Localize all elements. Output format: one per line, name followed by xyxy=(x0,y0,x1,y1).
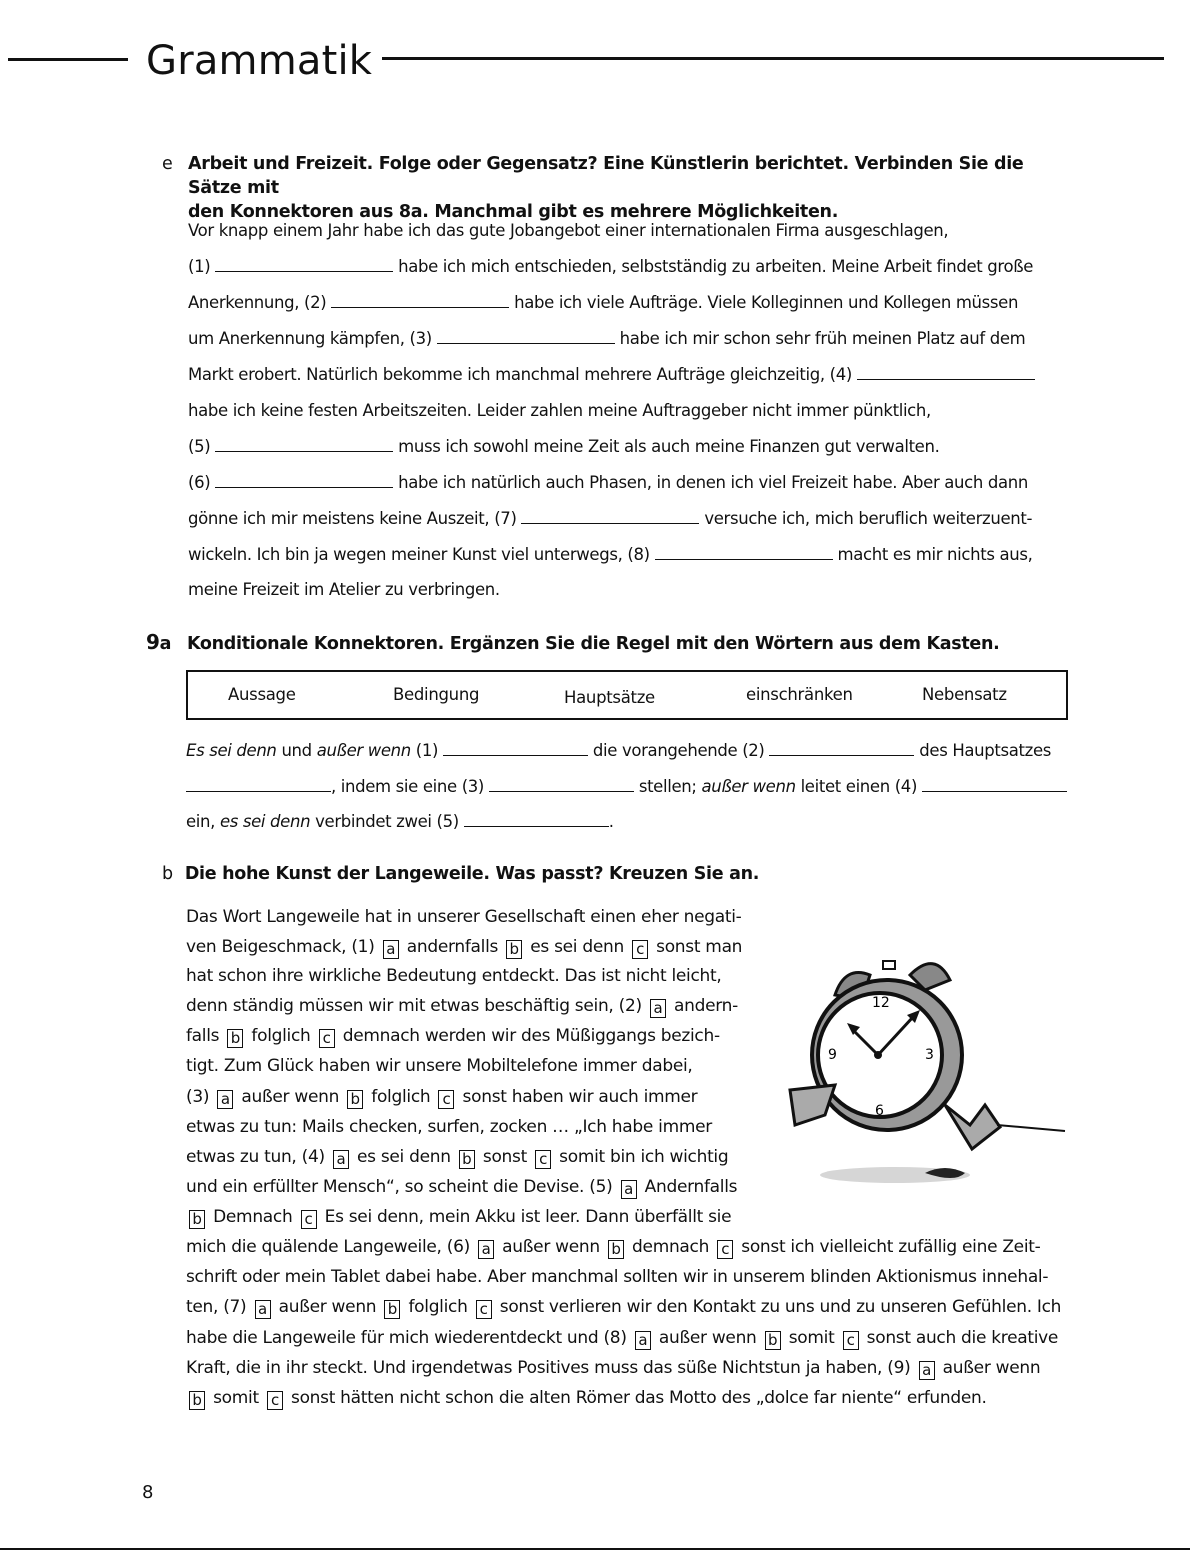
checkbox-option-a[interactable]: a xyxy=(919,1361,935,1380)
checkbox-option-c[interactable]: c xyxy=(717,1240,733,1259)
rule-line: , indem sie eine (3) stellen; außer wenn leitet einen (4) xyxy=(186,776,1067,798)
exercise-9a-instruction xyxy=(146,630,999,656)
text-line xyxy=(186,906,742,928)
text-line: (6) habe ich natürlich auch Phasen, in denen ich viel Freizeit habe. Aber auch dann xyxy=(188,473,1028,492)
text-segment: (3) xyxy=(186,1087,215,1107)
text-segment: sonst haben wir auch immer xyxy=(457,1087,698,1107)
text-segment: Das Wort Langeweile hat in unserer Gesellschaft einen eher negati- xyxy=(186,907,742,927)
text-segment: außer wenn xyxy=(236,1087,345,1107)
word-aussage: Aussage xyxy=(228,685,296,704)
checkbox-option-c[interactable]: c xyxy=(843,1331,859,1350)
rule-gap-1[interactable] xyxy=(443,741,588,756)
checkbox-option-a[interactable]: a xyxy=(621,1180,637,1199)
checkbox-option-c[interactable]: c xyxy=(632,940,648,959)
page-header xyxy=(0,36,1190,86)
gap-6[interactable] xyxy=(215,473,393,488)
text-line xyxy=(186,1236,1040,1259)
text-segment: demnach xyxy=(626,1237,715,1257)
text-segment: habe die Langeweile für mich wiederentdeckt und (8) xyxy=(186,1328,632,1348)
text-line: Anerkennung, (2) habe ich viele Aufträge. Viele Kolleginnen und Kollegen müssen xyxy=(188,293,1019,312)
checkbox-option-a[interactable]: a xyxy=(650,999,666,1018)
text-segment: ven Beigeschmack, (1) xyxy=(186,937,380,957)
text-segment: es sei denn xyxy=(351,1147,456,1167)
text-segment: tigt. Zum Glück haben wir unsere Mobiltelefone immer dabei, xyxy=(186,1056,693,1076)
checkbox-option-b[interactable]: b xyxy=(459,1150,475,1169)
text-segment: mich die quälende Langeweile, (6) xyxy=(186,1237,476,1257)
text-segment: folglich xyxy=(246,1026,316,1046)
rule-gap-2-cont[interactable] xyxy=(186,777,331,792)
text-segment: außer wenn xyxy=(653,1328,762,1348)
text-line xyxy=(186,1357,1040,1380)
text-segment: sonst ich vielleicht zufällig eine Zeit- xyxy=(736,1237,1041,1257)
text-line xyxy=(186,1387,987,1410)
text-line xyxy=(186,1176,737,1199)
checkbox-option-c[interactable]: c xyxy=(267,1391,283,1410)
text-segment: und ein erfüllter Mensch“, so scheint die Devise. (5) xyxy=(186,1177,618,1197)
rule-line: ein, es sei denn verbindet zwei (5) . xyxy=(186,812,614,831)
checkbox-option-b[interactable]: b xyxy=(765,1331,781,1350)
text-line: gönne ich mir meistens keine Auszeit, (7) versuche ich, mich beruflich weiterzuent- xyxy=(188,509,1033,528)
checkbox-option-b[interactable]: b xyxy=(384,1300,400,1319)
text-segment: Demnach xyxy=(208,1207,298,1227)
text-segment: ten, (7) xyxy=(186,1297,252,1317)
checkbox-option-a[interactable]: a xyxy=(635,1331,651,1350)
text-line xyxy=(186,1266,1048,1288)
text-line: Vor knapp einem Jahr habe ich das gute Jobangebot einer internationalen Firma ausgeschlagen, xyxy=(188,221,949,240)
text-line xyxy=(186,1025,720,1048)
gap-2[interactable] xyxy=(331,293,509,308)
word-nebensatz: Nebensatz xyxy=(922,685,1007,704)
checkbox-option-a[interactable]: a xyxy=(383,940,399,959)
text-segment: etwas zu tun: Mails checken, surfen, zocken … „Ich habe immer xyxy=(186,1117,712,1137)
rule-gap-2[interactable] xyxy=(769,741,914,756)
instruction-line-2: den Konnektoren aus 8a. Manchmal gibt es mehrere Möglichkeiten. xyxy=(188,202,839,222)
rule-gap-5[interactable] xyxy=(464,812,609,827)
text-segment: etwas zu tun, (4) xyxy=(186,1147,330,1167)
text-line xyxy=(186,965,721,987)
text-segment: andernfalls xyxy=(401,937,504,957)
gap-3[interactable] xyxy=(437,329,615,344)
text-line: um Anerkennung kämpfen, (3) habe ich mir schon sehr früh meinen Platz auf dem xyxy=(188,329,1026,348)
text-segment: außer wenn xyxy=(937,1358,1041,1378)
svg-text:12: 12 xyxy=(872,995,890,1011)
word-box xyxy=(186,670,1068,720)
exercise-letter: e xyxy=(162,154,173,174)
text-segment: Es sei denn, mein Akku ist leer. Dann überfällt sie xyxy=(319,1207,732,1227)
checkbox-option-b[interactable]: b xyxy=(189,1210,205,1229)
text-segment: denn ständig müssen wir mit etwas beschäftig sein, (2) xyxy=(186,996,647,1016)
text-line xyxy=(186,1055,693,1077)
text-segment: somit bin ich wichtig xyxy=(554,1147,729,1167)
text-line: Markt erobert. Natürlich bekomme ich manchmal mehrere Aufträge gleichzeitig, (4) xyxy=(188,364,1035,386)
page-number: 8 xyxy=(142,1482,154,1503)
text-segment: sonst man xyxy=(651,937,743,957)
text-segment: sonst hätten nicht schon die alten Römer das Motto des „dolce far niente“ erfunden. xyxy=(285,1388,987,1408)
text-segment: hat schon ihre wirkliche Bedeutung entdeckt. Das ist nicht leicht, xyxy=(186,966,722,986)
text-line: (1) habe ich mich entschieden, selbstständig zu arbeiten. Meine Arbeit findet große xyxy=(188,257,1034,276)
svg-text:6: 6 xyxy=(875,1103,884,1119)
text-segment: somit xyxy=(783,1328,840,1348)
checkbox-option-c[interactable]: c xyxy=(301,1210,317,1229)
exercise-letter: b xyxy=(162,864,173,884)
text-segment: Kraft, die in ihr steckt. Und irgendetwas Positives muss das süße Nichtstun ja haben, (9) xyxy=(186,1358,916,1378)
checkbox-option-b[interactable]: b xyxy=(506,940,522,959)
text-line: wickeln. Ich bin ja wegen meiner Kunst viel unterwegs, (8) macht es mir nichts aus, xyxy=(188,545,1033,564)
checkbox-option-b[interactable]: b xyxy=(227,1029,243,1048)
rule-gap-4[interactable] xyxy=(922,777,1067,792)
gap-1[interactable] xyxy=(215,257,393,272)
text-segment: es sei denn xyxy=(525,937,630,957)
gap-8[interactable] xyxy=(655,545,833,560)
checkbox-option-c[interactable]: c xyxy=(438,1090,454,1109)
text-segment: schrift oder mein Tablet dabei habe. Aber manchmal sollten wir in unserem blinden Aktionismus innehal- xyxy=(186,1267,1049,1287)
checkbox-option-c[interactable]: c xyxy=(535,1150,551,1169)
exercise-letter: a xyxy=(159,634,172,654)
text-segment: falls xyxy=(186,1026,225,1046)
text-line xyxy=(186,1296,1061,1319)
checkbox-option-b[interactable]: b xyxy=(189,1391,205,1410)
gap-4[interactable] xyxy=(857,365,1035,380)
checkbox-option-c[interactable]: c xyxy=(476,1300,492,1319)
text-segment: außer wenn xyxy=(497,1237,605,1257)
header-rule-left xyxy=(8,58,128,61)
rule-gap-3[interactable] xyxy=(489,777,634,792)
text-segment: folglich xyxy=(366,1087,436,1107)
header-rule-right xyxy=(382,57,1164,60)
svg-text:3: 3 xyxy=(925,1047,934,1063)
text-segment: Andernfalls xyxy=(639,1177,738,1197)
text-line xyxy=(186,1146,728,1169)
instruction-text: Die hohe Kunst der Langeweile. Was passt? Kreuzen Sie an. xyxy=(184,864,760,884)
checkbox-option-a[interactable]: a xyxy=(217,1090,233,1109)
text-segment: folglich xyxy=(403,1297,473,1317)
word-hauptsaetze: Hauptsätze xyxy=(564,688,655,707)
exercise-b-instruction xyxy=(162,862,759,886)
text-segment: sonst verlieren wir den Kontakt zu uns und zu unseren Gefühlen. Ich xyxy=(494,1297,1062,1317)
running-alarm-clock-icon xyxy=(775,935,1075,1195)
svg-text:9: 9 xyxy=(828,1047,837,1063)
text-segment: außer wenn xyxy=(273,1297,382,1317)
text-line: (5) muss ich sowohl meine Zeit als auch meine Finanzen gut verwalten. xyxy=(188,437,940,456)
text-line xyxy=(186,995,738,1018)
text-segment: andern- xyxy=(668,996,738,1016)
exercise-e-instruction xyxy=(162,152,1062,224)
exercise-number: 9 xyxy=(146,630,160,654)
checkbox-option-c[interactable]: c xyxy=(319,1029,335,1048)
text-segment: demnach werden wir des Müßiggangs bezich- xyxy=(337,1026,720,1046)
checkbox-option-b[interactable]: b xyxy=(608,1240,624,1259)
text-segment: sonst auch die kreative xyxy=(861,1328,1059,1348)
text-line xyxy=(186,1116,712,1138)
text-line: meine Freizeit im Atelier zu verbringen. xyxy=(188,580,500,599)
gap-7[interactable] xyxy=(521,509,699,524)
gap-5[interactable] xyxy=(215,437,393,452)
word-einschraenken: einschränken xyxy=(746,685,853,704)
text-line: habe ich keine festen Arbeitszeiten. Leider zahlen meine Auftraggeber nicht immer pünktlich, xyxy=(188,401,931,420)
word-bedingung: Bedingung xyxy=(393,685,480,704)
page-title: Grammatik xyxy=(146,38,373,84)
text-segment: somit xyxy=(208,1388,264,1408)
text-line xyxy=(186,1327,1058,1350)
checkbox-option-a[interactable]: a xyxy=(255,1300,271,1319)
checkbox-option-a[interactable]: a xyxy=(478,1240,494,1259)
instruction-line-1: Arbeit und Freizeit. Folge oder Gegensatz? Eine Künstlerin berichtet. Verbinden Sie die Sätze mit xyxy=(188,154,1024,198)
text-segment: sonst xyxy=(477,1147,533,1167)
text-line xyxy=(186,1206,731,1229)
text-line xyxy=(186,1086,697,1109)
checkbox-option-b[interactable]: b xyxy=(347,1090,363,1109)
text-line xyxy=(186,936,742,959)
checkbox-option-a[interactable]: a xyxy=(333,1150,349,1169)
instruction-text: Konditionale Konnektoren. Ergänzen Sie die Regel mit den Wörtern aus dem Kasten. xyxy=(186,634,1000,654)
rule-line: Es sei denn und außer wenn (1) die vorangehende (2) des Hauptsatzes xyxy=(186,741,1052,760)
